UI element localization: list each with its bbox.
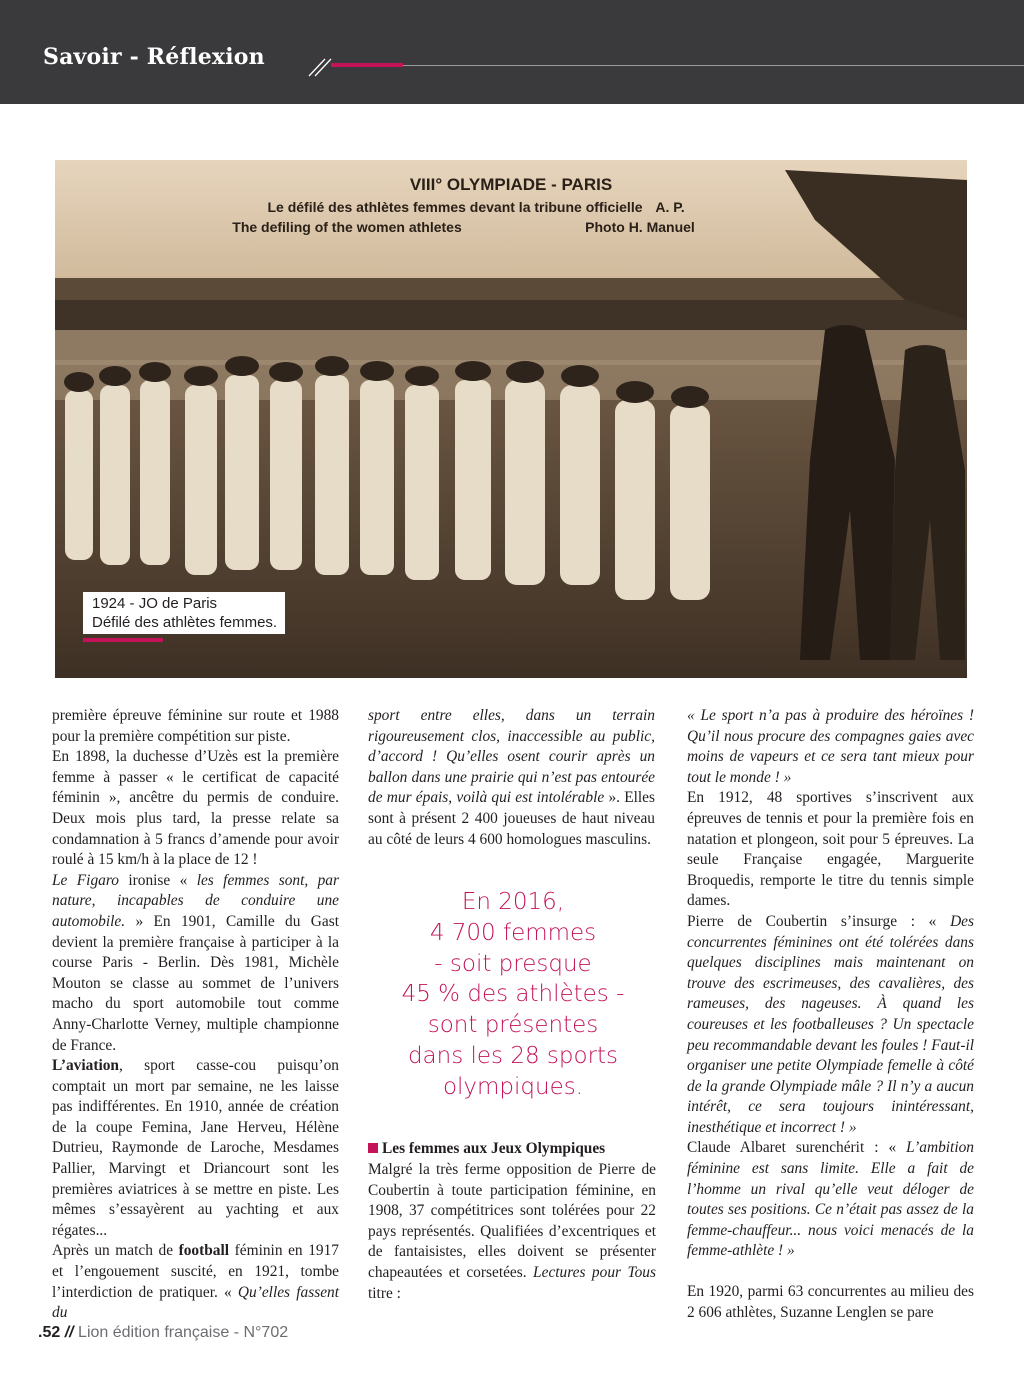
paragraph: Malgré la très ferme opposition de Pierre de Coubertin à toute participation féminine, en 1908, 37 compétitrices sont tolérées pour 22 pays représentés. Qualifiées d’excentriques et de fantaisistes, elles doivent se présenter chapeautées et corsetées. Lectures pour Tous titre :: [368, 1161, 656, 1302]
subheading: Les femmes aux Jeux Olympiques: [368, 1139, 605, 1160]
page-number: .52: [38, 1324, 61, 1341]
pull-quote-line: olympiques.: [442, 1073, 584, 1100]
paragraph: En 1912, 48 sportives s’inscrivent aux épreuves de tennis et pour la première fois en natation et plongeon, soit pour 5 épreuves. La seule Française engagée, Marguerite Broquedis, remporte le titre du tennis simple dames.: [687, 789, 974, 910]
svg-text:Photo H. Manuel: Photo H. Manuel: [585, 219, 695, 235]
photo-caption: [83, 592, 285, 634]
pull-quote: [378, 887, 648, 1103]
pull-quote-line: 45 % des athlètes -: [401, 981, 625, 1008]
caption-line: Défilé des athlètes femmes.: [92, 614, 278, 631]
paragraph: « Le sport n’a pas à produire des héroïnes ! Qu’il nous procure des compagnes gaies avec moins de vapeurs et ce sera tant mieux pour tout le monde ! »: [687, 707, 974, 786]
paragraph: Pierre de Coubertin s’insurge : « Des concurrentes féminines ont été tolérées dans quelques disciplines mais maintenant on trouve des escrimeuses, des cavalières, des rameuses, des nageuses. À quand les coureuses et les footballeuses ? Un spectacle peu recommandable devant les foules ! Faut-il organiser une petite Olympiade femelle à côté de la grande Olympiade mâle ? Il n’y a aucun intérêt, ce sera toujours inintéressant, inesthétique et incorrect ! »: [687, 912, 974, 1136]
paragraph: Claude Albaret surenchérit : « L’ambition féminine est sans limite. Elle a fait de l’homme un rival qu’elle veut déloger de toutes ses positions. Ce n’était pas assez de la femme-chauffeur... nous voici menacés de la femme-athlète ! »: [687, 1139, 974, 1260]
paragraph: En 1920, parmi 63 concurrentes au milieu des 2 606 athlètes, Suzanne Lenglen se pare: [687, 1283, 974, 1321]
text-column-2: [368, 706, 655, 850]
svg-text:Le défilé des athlètes femmes: Le défilé des athlètes femmes devant la tribune officielle: [267, 199, 643, 215]
paragraph: sport entre elles, dans un terrain rigoureusement clos, inaccessible au public, d’accord ! Qu’elles osent courir après un ballon dans une prairie qui n’est pas entourée de mur épais, voilà qui est intolérable ». Elles sont à présent 2 400 joueuses de haut niveau au côté de leurs 4 600 homologues masculins.: [368, 707, 656, 848]
text-column-3: [687, 706, 974, 1323]
caption-line: 1924 - JO de Paris: [92, 595, 218, 612]
text-column-2-continued: [368, 1160, 656, 1304]
pull-quote-line: dans les 28 sports: [407, 1042, 619, 1069]
footer-separator: //: [64, 1324, 74, 1341]
square-bullet-icon: [368, 1143, 378, 1153]
pull-quote-line: 4 700 femmes: [429, 919, 597, 946]
paragraph: Le Figaro ironise « les femmes sont, par nature, incapables de conduire une automobile. » En 1901, Camille du Gast devient la première française à participer à la course Paris - Berlin. Dès 1981, Michèle Mouton se classe au sommet de l’univers macho du sport automobile tout comme Anny-Charlotte Verney, multiple championne de France.: [52, 871, 339, 1054]
header-bar: [0, 0, 1024, 104]
caption-accent-bar: [83, 638, 163, 642]
paragraph: première épreuve féminine sur route et 1988 pour la première compétition sur piste.: [52, 707, 339, 745]
paragraph: En 1898, la duchesse d’Uzès est la première femme à passer « le certificat de capacité féminin », ancêtre du permis de conduire. Deux mois plus tard, la presse relate sa condamnation à 5 francs d’amende pour avoir roulé à 15 km/h à la place de 12 !: [52, 748, 339, 869]
svg-text:The defiling of the women athl: The defiling of the women athletes: [232, 219, 462, 235]
paragraph: L’aviation, sport casse-cou puisqu’on comptait un mort par semaine, ne les laisse pas indifférentes. En 1910, année de création de la coupe Femina, Jane Herveu, Hélène Dutrieu, Raymonde de Laroche, Mesdames Pallier, Marvingt et Driancourt sont les premières aviatrices à se mettre en piste. Les mêmes s’essayèrent au yachting et aux régates...: [52, 1057, 339, 1239]
pull-quote-line: sont présentes: [427, 1012, 599, 1039]
text-column-1: [52, 706, 339, 1324]
magazine-name: Lion édition française - N°702: [78, 1324, 289, 1341]
svg-text:A. P.: A. P.: [655, 199, 685, 215]
section-title: Savoir - Réflexion: [43, 44, 265, 70]
pull-quote-line: - soit presque: [434, 950, 592, 977]
paragraph: Après un match de football féminin en 1917 et l’engouement suscité, en 1921, tombe l’interdiction de pratiquer. « Qu’elles fassent du: [52, 1242, 339, 1322]
pull-quote-line: En 2016,: [461, 889, 565, 915]
page-footer: [38, 1324, 288, 1342]
svg-text:VIII° OLYMPIADE - PARIS: VIII° OLYMPIADE - PARIS: [409, 175, 613, 194]
